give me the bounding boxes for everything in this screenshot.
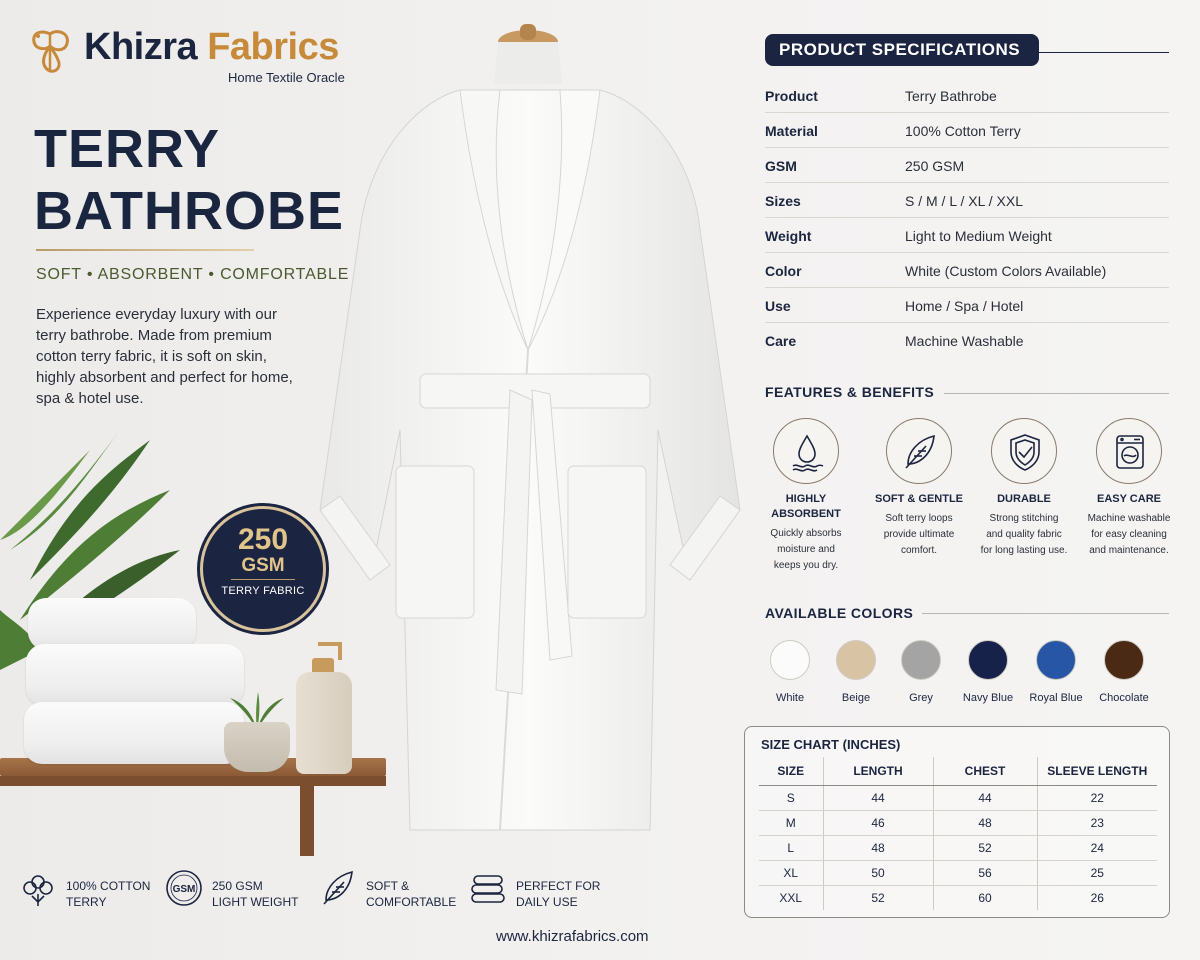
feature-description: Strong stitching and quality fabric for long lasting use. (980, 513, 1068, 556)
hero-description: Experience everyday luxury with our terry bathrobe. Made from premium cotton terry fabric, it is soft on skin, highly absorbent and perfect for home, spa & hotel use. (36, 306, 293, 407)
feature-name: HIGHLY ABSORBENT (771, 493, 841, 520)
feature-easy-care (1077, 418, 1181, 559)
table-cell: 44 (823, 785, 933, 810)
spec-value: 250 GSM (905, 158, 965, 174)
feature-name: SOFT & GENTLE (875, 493, 963, 505)
swatch-dot (836, 640, 876, 680)
folded-towel (26, 644, 244, 706)
color-swatch-royal-blue[interactable] (1022, 640, 1090, 704)
spec-row (765, 148, 1169, 183)
butterfly-logo-icon (28, 28, 78, 74)
swatch-label: Beige (841, 692, 871, 704)
table-cell: M (759, 810, 823, 835)
color-swatch-chocolate[interactable] (1090, 640, 1158, 704)
table-cell: 46 (823, 810, 933, 835)
feature-name: DURABLE (997, 493, 1051, 505)
hero-tagline: SOFT • ABSORBENT • COMFORTABLE (36, 266, 350, 283)
size-chart-table (759, 757, 1157, 910)
table-cell: 48 (933, 810, 1037, 835)
table-cell: 52 (823, 885, 933, 910)
feature-description: Machine washable for easy cleaning and maintenance. (1087, 513, 1171, 556)
swatch-dot (770, 640, 810, 680)
spec-value: Machine Washable (905, 333, 1024, 349)
brand-name-part2: Fabrics (207, 26, 339, 68)
table-cell: 24 (1037, 835, 1157, 860)
feature-icon-circle (886, 418, 952, 484)
plant-pot (224, 722, 290, 772)
bottom-feature-bar (0, 860, 740, 920)
feather-icon (900, 432, 940, 472)
table-cell: 25 (1037, 860, 1157, 885)
swatch-dot (901, 640, 941, 680)
feature-icon-circle (773, 418, 839, 484)
folded-towel (24, 702, 244, 764)
folded-towel (28, 598, 196, 650)
brand-tagline: Home Textile Oracle (228, 70, 345, 85)
gsm-icon (164, 868, 204, 908)
size-chart (744, 726, 1170, 918)
feature-name: EASY CARE (1097, 493, 1161, 505)
spec-row (765, 78, 1169, 113)
size-chart-header: CHEST (933, 757, 1037, 785)
washing-machine-icon (1110, 432, 1150, 472)
spec-row (765, 183, 1169, 218)
feature-icon-circle (1096, 418, 1162, 484)
spec-value: 100% Cotton Terry (905, 123, 1021, 139)
table-row (759, 810, 1157, 835)
table-row (759, 860, 1157, 885)
bathrobe-product-image (300, 10, 760, 860)
colors-heading: AVAILABLE COLORS (765, 605, 914, 621)
colors-heading-rule (922, 613, 1169, 614)
specifications-table (765, 78, 1169, 358)
spec-value: Light to Medium Weight (905, 228, 1052, 244)
table-row (759, 835, 1157, 860)
swatch-dot (1036, 640, 1076, 680)
bottom-feature-label: 100% COTTON TERRY (66, 879, 151, 909)
swatch-label: Royal Blue (1029, 692, 1083, 704)
color-swatch-grey[interactable] (887, 640, 955, 704)
feature-description: Soft terry loops provide ultimate comfort. (883, 513, 955, 556)
badge-subtitle: TERRY FABRIC (221, 585, 305, 597)
badge-divider (231, 579, 295, 580)
spec-label: Care (765, 333, 797, 349)
spec-value: White (Custom Colors Available) (905, 263, 1107, 279)
spec-value: Terry Bathrobe (905, 88, 997, 104)
feature-description: Quickly absorbs moisture and keeps you dry. (770, 528, 842, 571)
cotton-icon (18, 868, 58, 908)
swatch-label: Navy Blue (962, 692, 1014, 704)
table-cell: 50 (823, 860, 933, 885)
website-link[interactable]: www.khizrafabrics.com (496, 928, 649, 945)
spec-label: Sizes (765, 193, 801, 209)
spec-label: Material (765, 123, 818, 139)
spec-row (765, 288, 1169, 323)
table-cell: 48 (823, 835, 933, 860)
table-cell: 22 (1037, 785, 1157, 810)
spec-label: Weight (765, 228, 812, 244)
spec-label: Color (765, 263, 802, 279)
specifications-heading-rule (1039, 52, 1169, 53)
table-row (759, 885, 1157, 910)
feather-icon (318, 868, 358, 908)
feature-absorbent (754, 418, 858, 574)
table-cell: L (759, 835, 823, 860)
water-drop-icon (787, 432, 827, 472)
size-chart-header: LENGTH (823, 757, 933, 785)
spec-row (765, 253, 1169, 288)
table-cell: XXL (779, 890, 803, 905)
size-chart-header: SIZE (759, 757, 823, 785)
size-chart-header-row (759, 757, 1157, 785)
table-cell: 44 (933, 785, 1037, 810)
table-cell: S (759, 785, 823, 810)
spec-label: Use (765, 298, 791, 314)
badge-unit: GSM (241, 555, 285, 576)
bottom-feature-label: SOFT & COMFORTABLE (366, 879, 457, 909)
title-line2: BATHROBE (34, 181, 344, 241)
badge-number: 250 (237, 523, 289, 556)
features-heading-rule (944, 393, 1169, 394)
size-chart-title: SIZE CHART (INCHES) (761, 737, 901, 752)
feature-soft (867, 418, 971, 559)
bottom-feature-label: PERFECT FOR DAILY USE (516, 879, 601, 909)
table-cell: 26 (1037, 885, 1157, 910)
bottom-feature-label: 250 GSM LIGHT WEIGHT (212, 879, 299, 909)
table-row (759, 785, 1157, 810)
specifications-heading: PRODUCT SPECIFICATIONS (765, 34, 1039, 66)
swatch-label: Chocolate (1099, 692, 1149, 704)
title-divider (36, 249, 254, 251)
spec-value: Home / Spa / Hotel (905, 298, 1024, 314)
spec-row (765, 113, 1169, 148)
swatch-label: Grey (909, 692, 933, 704)
spec-value: S / M / L / XL / XXL (905, 193, 1024, 209)
color-swatch-navy-blue[interactable] (954, 640, 1022, 704)
color-swatch-white[interactable] (756, 640, 824, 704)
spec-row (765, 323, 1169, 358)
table-cell: XL (759, 860, 823, 885)
swatch-dot (968, 640, 1008, 680)
size-chart-header: SLEEVE LENGTH (1037, 757, 1157, 785)
spec-label: GSM (765, 158, 797, 174)
table-cell: 23 (1037, 810, 1157, 835)
feature-icon-circle (991, 418, 1057, 484)
table-cell: 60 (933, 885, 1037, 910)
table-cell: 56 (933, 860, 1037, 885)
color-swatch-beige[interactable] (822, 640, 890, 704)
page-title (34, 118, 344, 242)
spec-label: Product (765, 88, 818, 104)
swatch-label: White (775, 692, 805, 704)
spec-row (765, 218, 1169, 253)
feature-durable (972, 418, 1076, 559)
title-line1: TERRY (34, 119, 221, 179)
table-cell: 52 (933, 835, 1037, 860)
features-heading: FEATURES & BENEFITS (765, 384, 935, 400)
swatch-dot (1104, 640, 1144, 680)
brand-name-part1: Khizra (84, 26, 198, 68)
shield-check-icon (1005, 432, 1045, 472)
svg-text:GSM: GSM (172, 884, 196, 895)
towel-stack-icon (468, 868, 508, 908)
